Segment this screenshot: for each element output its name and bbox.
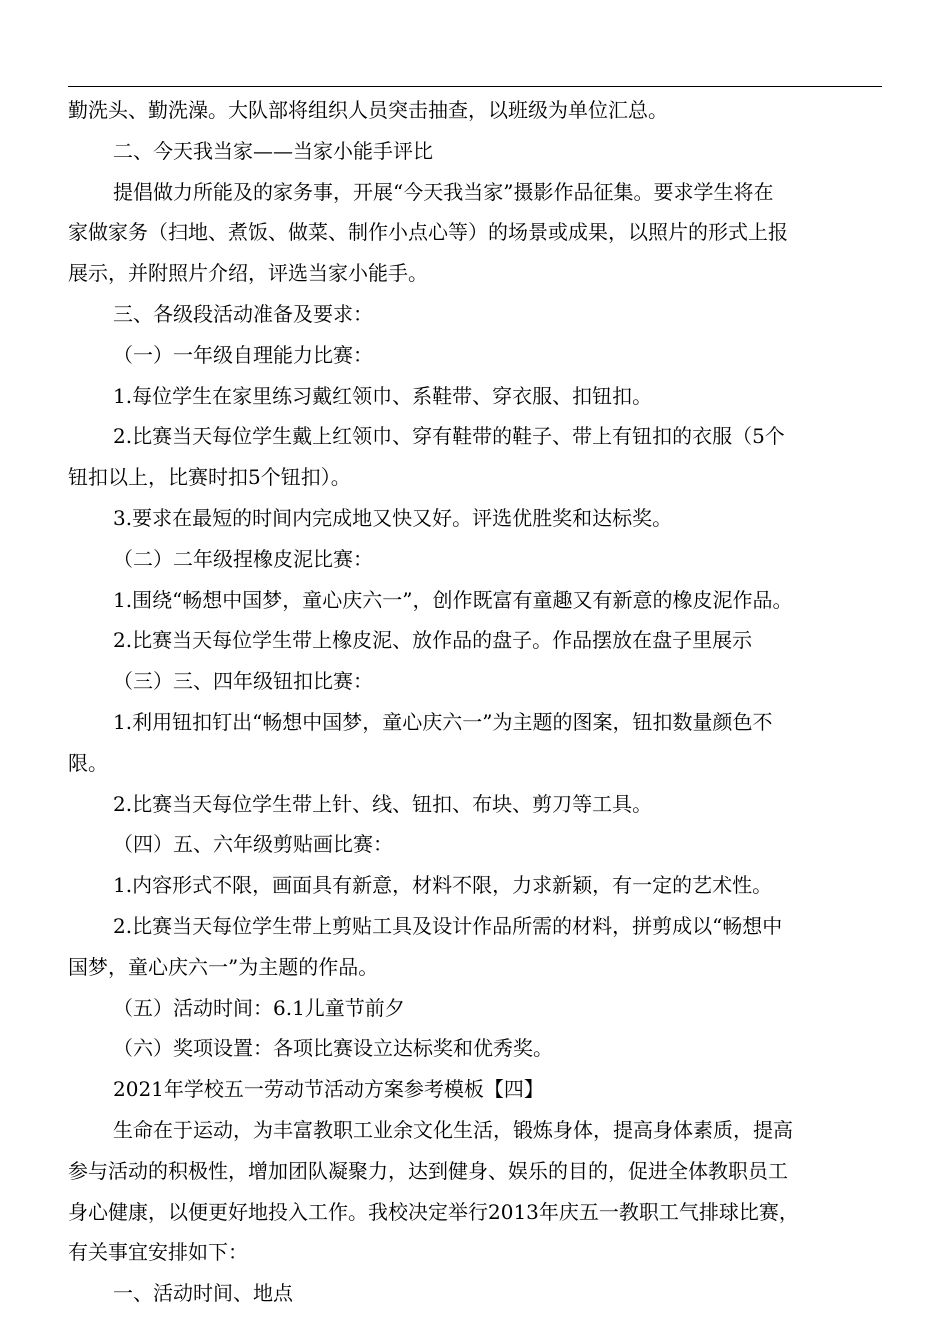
- text-line: 生命在于运动，为丰富教职工业余文化生活，锻炼身体，提高身体素质，提高: [113, 1117, 793, 1142]
- text-line: （二）二年级捏橡皮泥比赛：: [113, 546, 373, 571]
- document-body: [68, 90, 884, 1314]
- text-line: （五）活动时间：6.1儿童节前夕: [113, 995, 405, 1020]
- text-line: 勤洗头、勤洗澡。大队部将组织人员突击抽查，以班级为单位汇总。: [68, 98, 668, 122]
- text-line: 2021年学校五一劳动节活动方案参考模板【四】: [113, 1077, 544, 1102]
- text-line: 钮扣以上，比赛时扣5个钮扣）。: [68, 465, 351, 490]
- text-line: 2.比赛当天每位学生戴上红领巾、穿有鞋带的鞋子、带上有钮扣的衣服（5个: [113, 424, 785, 449]
- text-line: （六）奖项设置：各项比赛设立达标奖和优秀奖。: [113, 1036, 553, 1061]
- header-rule: [68, 86, 882, 87]
- text-line: 2.比赛当天每位学生带上橡皮泥、放作品的盘子。作品摆放在盘子里展示: [113, 628, 753, 653]
- text-line: 1.利用钮扣钉出“畅想中国梦，童心庆六一”为主题的图案，钮扣数量颜色不: [113, 709, 773, 734]
- text-line: 2.比赛当天每位学生带上剪贴工具及设计作品所需的材料，拼剪成以“畅想中: [113, 913, 783, 938]
- text-line: （四）五、六年级剪贴画比赛：: [113, 832, 393, 857]
- text-line: 三、各级段活动准备及要求：: [113, 301, 373, 326]
- text-line: 参与活动的积极性，增加团队凝聚力，达到健身、娱乐的目的，促进全体教职员工: [68, 1158, 788, 1183]
- text-line: （一）一年级自理能力比赛：: [113, 342, 373, 367]
- text-line: 3.要求在最短的时间内完成地又快又好。评选优胜奖和达标奖。: [113, 505, 673, 530]
- text-line: 1.围绕“畅想中国梦，童心庆六一”，创作既富有童趣又有新意的橡皮泥作品。: [113, 587, 793, 612]
- text-line: 一、活动时间、地点: [113, 1281, 293, 1306]
- text-line: 提倡做力所能及的家务事，开展“今天我当家”摄影作品征集。要求学生将在: [113, 179, 774, 204]
- text-line: 有关事宜安排如下：: [68, 1240, 248, 1265]
- text-line: 1.每位学生在家里练习戴红领巾、系鞋带、穿衣服、扣钮扣。: [113, 383, 653, 408]
- text-line: 二、今天我当家——当家小能手评比: [113, 138, 433, 163]
- text-line: （三）三、四年级钮扣比赛：: [113, 669, 373, 694]
- text-line: 国梦，童心庆六一”为主题的作品。: [68, 954, 379, 979]
- text-line: 限。: [68, 750, 108, 775]
- text-line: 2.比赛当天每位学生带上针、线、钮扣、布块、剪刀等工具。: [113, 791, 653, 816]
- text-line: 1.内容形式不限，画面具有新意，材料不限，力求新颖，有一定的艺术性。: [113, 873, 773, 898]
- text-line: 身心健康，以便更好地投入工作。我校决定举行2013年庆五一教职工气排球比赛，: [68, 1199, 799, 1224]
- text-line: 家做家务（扫地、煮饭、做菜、制作小点心等）的场景或成果，以照片的形式上报: [68, 220, 788, 245]
- text-line: 展示，并附照片介绍，评选当家小能手。: [68, 261, 428, 286]
